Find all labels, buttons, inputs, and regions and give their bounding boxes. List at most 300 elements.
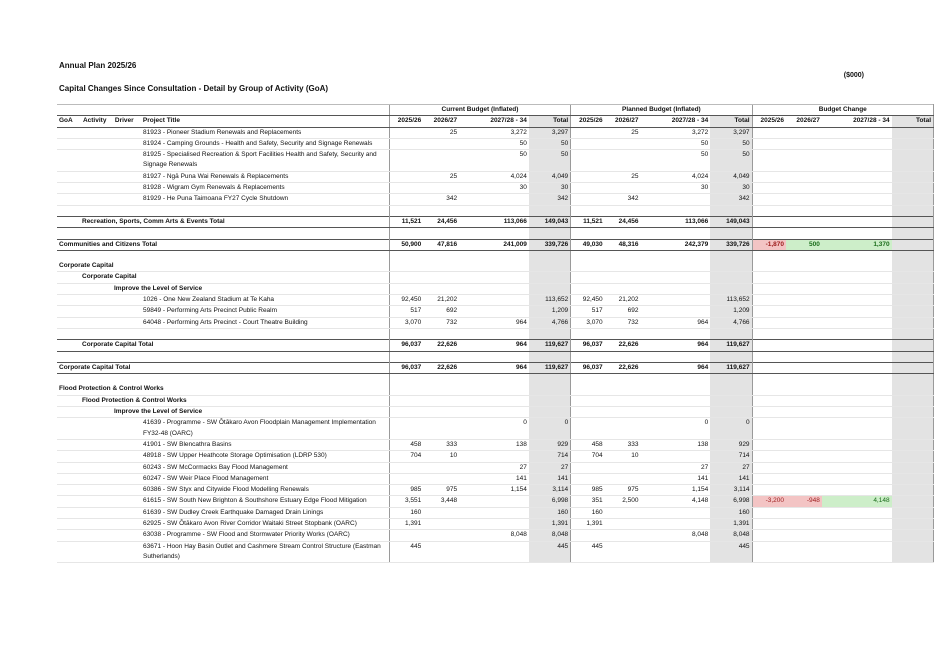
change-value-cell [892,530,934,541]
page-subtitle: Capital Changes Since Consultation - Detail by Group of Activity (GoA) [59,84,329,93]
table-row [57,485,934,496]
current-value-cell [389,462,423,473]
spacer-row [57,351,934,362]
spacer-row [57,328,934,339]
planned-value-cell [571,171,605,182]
planned-value-cell: 3,070 [571,317,605,328]
current-value-cell [459,507,529,518]
current-value-cell: 714 [529,451,571,462]
change-value-cell: 500 [786,239,822,250]
col-current-y2: 2026/27 [423,116,459,127]
change-value-cell [892,283,934,294]
current-value-cell: 27 [529,462,571,473]
change-value-cell [752,194,786,205]
planned-value-cell: 732 [605,317,641,328]
planned-value-cell: 342 [605,194,641,205]
change-value-cell [786,530,822,541]
current-value-cell [423,138,459,149]
current-value-cell: 96,037 [389,362,423,373]
change-value-cell [822,530,892,541]
change-value-cell [752,183,786,194]
change-value-cell [752,138,786,149]
project-title: 63038 - Programme - SW Flood and Stormwater Priority Works (OARC) [57,530,389,541]
change-value-cell [822,138,892,149]
planned-value-cell: 351 [571,496,605,507]
subtotal-label: Recreation, Sports, Comm Arts & Events Total [57,216,389,227]
change-value-cell [786,407,822,418]
planned-value-cell: 30 [641,183,711,194]
project-title: 64048 - Performing Arts Precinct - Court Theatre Building [57,317,389,328]
current-value-cell: 141 [459,473,529,484]
project-title: 1026 - One New Zealand Stadium at Te Kaha [57,295,389,306]
current-value-cell [459,541,529,563]
current-value-cell: 30 [459,183,529,194]
planned-value-cell [571,127,605,138]
change-value-cell [822,485,892,496]
current-value-cell [459,306,529,317]
project-title: 59849 - Performing Arts Precinct Public Realm [57,306,389,317]
change-value-cell [892,407,934,418]
current-value-cell [529,384,571,395]
change-value-cell [822,261,892,272]
planned-value-cell: 21,202 [605,295,641,306]
planned-value-cell: 964 [641,340,711,351]
planned-value-cell [605,507,641,518]
planned-value-cell [710,261,752,272]
planned-value-cell: 30 [710,183,752,194]
planned-value-cell: 113,066 [641,216,711,227]
current-value-cell: 445 [529,541,571,563]
planned-value-cell [641,283,711,294]
col-change-total: Total [892,116,934,127]
current-value-cell [389,194,423,205]
current-value-cell: 3,551 [389,496,423,507]
current-value-cell: 21,202 [423,295,459,306]
change-value-cell [822,418,892,440]
change-value-cell [892,340,934,351]
change-value-cell [822,462,892,473]
current-value-cell: 8,048 [529,530,571,541]
current-value-cell: 50,900 [389,239,423,250]
change-value-cell [892,317,934,328]
planned-value-cell: 113,652 [710,295,752,306]
table-row [57,127,934,138]
units-label: ($000) [843,72,864,79]
planned-value-cell [641,261,711,272]
spacer-row [57,205,934,216]
planned-value-cell [571,418,605,440]
change-value-cell [892,239,934,250]
change-value-cell [892,418,934,440]
section-heading-row [57,395,934,406]
current-value-cell [459,451,529,462]
current-value-cell: 22,626 [423,340,459,351]
planned-value-cell [571,473,605,484]
table-row [57,183,934,194]
planned-value-cell [641,541,711,563]
current-value-cell: 24,456 [423,216,459,227]
current-value-cell: 3,272 [459,127,529,138]
planned-value-cell [641,272,711,283]
planned-value-cell: 50 [710,138,752,149]
current-value-cell [459,395,529,406]
current-value-cell [423,462,459,473]
current-value-cell [423,261,459,272]
col-current-total: Total [529,116,571,127]
planned-value-cell: 964 [641,317,711,328]
planned-value-cell [571,384,605,395]
current-value-cell: 160 [389,507,423,518]
change-value-cell [752,283,786,294]
change-value-cell: 4,148 [822,496,892,507]
section-heading: Corporate Capital [57,261,389,272]
current-value-cell: 50 [459,150,529,172]
change-value-cell [822,340,892,351]
change-value-cell [752,418,786,440]
planned-value-cell [571,138,605,149]
planned-value-cell [571,194,605,205]
change-value-cell [752,306,786,317]
planned-value-cell: 714 [710,451,752,462]
change-value-cell [822,384,892,395]
change-value-cell [822,407,892,418]
planned-value-cell [641,395,711,406]
section-heading-row [57,407,934,418]
current-value-cell [389,150,423,172]
change-value-cell [822,272,892,283]
current-value-cell: 929 [529,439,571,450]
change-value-cell [752,451,786,462]
planned-value-cell [710,407,752,418]
current-value-cell [423,150,459,172]
planned-value-cell [605,462,641,473]
current-value-cell: 342 [529,194,571,205]
current-value-cell [423,407,459,418]
current-value-cell: 25 [423,171,459,182]
planned-value-cell: 1,154 [641,485,711,496]
subtotal-label: Corporate Capital Total [57,362,389,373]
spacer-row [57,374,934,385]
change-value-cell [892,138,934,149]
table-body [57,127,934,563]
change-value-cell [786,507,822,518]
col-current-y3: 2027/28 - 34 [459,116,529,127]
current-value-cell: 964 [459,340,529,351]
table-row [57,418,934,440]
change-value-cell [892,306,934,317]
change-value-cell [822,451,892,462]
current-value-cell: 1,154 [459,485,529,496]
planned-value-cell: 6,998 [710,496,752,507]
planned-value-cell [571,283,605,294]
planned-value-cell: 4,148 [641,496,711,507]
current-value-cell: 96,037 [389,340,423,351]
project-title: 63671 - Hoon Hay Basin Outlet and Cashmere Stream Control Structure (Eastman Sutherlands) [57,541,389,563]
header-spacer [57,105,389,116]
section-heading-row [57,283,934,294]
planned-value-cell: 96,037 [571,340,605,351]
current-value-cell [389,272,423,283]
planned-value-cell [605,261,641,272]
planned-value-cell: 8,048 [641,530,711,541]
table-row [57,295,934,306]
planned-value-cell: 692 [605,306,641,317]
project-title: 61615 - SW South New Brighton & Southshore Estuary Edge Flood Mitigation [57,496,389,507]
change-value-cell [752,541,786,563]
current-value-cell: 333 [423,439,459,450]
table-row [57,150,934,172]
current-value-cell: 732 [423,317,459,328]
planned-value-cell: 141 [710,473,752,484]
planned-value-cell: 929 [710,439,752,450]
planned-value-cell [605,395,641,406]
planned-value-cell: 458 [571,439,605,450]
change-value-cell [892,439,934,450]
planned-value-cell [571,407,605,418]
current-value-cell [459,261,529,272]
current-value-cell [423,283,459,294]
col-goa: GoA [57,116,81,127]
change-value-cell [822,473,892,484]
col-current-y1: 2025/26 [389,116,423,127]
change-value-cell [892,183,934,194]
planned-value-cell: 0 [641,418,711,440]
planned-value-cell: 3,297 [710,127,752,138]
change-value-cell [892,295,934,306]
section-heading: Flood Protection & Control Works [57,384,389,395]
planned-value-cell: 3,114 [710,485,752,496]
change-value-cell [752,272,786,283]
change-value-cell [892,194,934,205]
section-heading-row [57,261,934,272]
project-title: 81924 - Camping Grounds - Health and Safety, Security and Signage Renewals [57,138,389,149]
current-value-cell [389,183,423,194]
planned-value-cell: 149,043 [710,216,752,227]
change-value-cell [892,384,934,395]
change-value-cell [892,485,934,496]
current-value-cell [459,283,529,294]
planned-value-cell [571,395,605,406]
planned-value-cell: 50 [641,150,711,172]
table-row [57,507,934,518]
planned-value-cell: 8,048 [710,530,752,541]
planned-value-cell: 138 [641,439,711,450]
change-value-cell [822,194,892,205]
change-value-cell [786,439,822,450]
change-value-cell [892,496,934,507]
current-value-cell [389,407,423,418]
planned-value-cell [605,541,641,563]
current-value-cell [459,518,529,529]
change-value-cell [892,171,934,182]
planned-value-cell: 517 [571,306,605,317]
current-value-cell [423,518,459,529]
planned-value-cell [605,138,641,149]
current-value-cell [389,418,423,440]
planned-value-cell: 50 [641,138,711,149]
table-row [57,530,934,541]
spacer-row [57,250,934,261]
planned-value-cell [710,283,752,294]
planned-value-cell: 119,627 [710,362,752,373]
change-value-cell [786,362,822,373]
project-title: 60247 - SW Weir Place Flood Management [57,473,389,484]
current-value-cell: 3,297 [529,127,571,138]
change-value-cell [786,317,822,328]
project-title: 61639 - SW Dudley Creek Earthquake Damaged Drain Linings [57,507,389,518]
current-value-cell: 964 [459,362,529,373]
change-value-cell [892,127,934,138]
planned-value-cell: 160 [571,507,605,518]
planned-value-cell [605,283,641,294]
change-value-cell [786,216,822,227]
change-value-cell [786,171,822,182]
current-value-cell: 47,816 [423,239,459,250]
change-value-cell [822,395,892,406]
project-title: 81929 - He Puna Taimoana FY27 Cycle Shutdown [57,194,389,205]
current-value-cell: 3,070 [389,317,423,328]
current-value-cell [389,384,423,395]
current-value-cell [389,261,423,272]
current-value-cell [459,407,529,418]
current-value-cell: 0 [529,418,571,440]
change-value-cell [786,306,822,317]
table-row [57,473,934,484]
planned-value-cell: 0 [710,418,752,440]
change-value-cell [752,171,786,182]
current-value-cell [389,138,423,149]
planned-value-cell: 339,726 [710,239,752,250]
project-title: 60386 - SW Styx and Citywide Flood Modelling Renewals [57,485,389,496]
change-value-cell [752,384,786,395]
table-row [57,194,934,205]
project-title: 81927 - Ngā Puna Wai Renewals & Replacements [57,171,389,182]
change-value-cell [752,317,786,328]
current-value-cell [459,194,529,205]
section-heading-row [57,384,934,395]
change-value-cell [786,272,822,283]
change-value-cell [786,183,822,194]
current-value-cell [423,183,459,194]
change-value-cell [892,150,934,172]
change-value-cell [892,395,934,406]
subtotal-row [57,216,934,227]
planned-value-cell: 704 [571,451,605,462]
planned-value-cell [605,418,641,440]
planned-value-cell: 4,766 [710,317,752,328]
change-value-cell [752,362,786,373]
planned-value-cell: 22,626 [605,340,641,351]
current-value-cell: 141 [529,473,571,484]
current-value-cell: 113,066 [459,216,529,227]
planned-value-cell [571,261,605,272]
current-value-cell: 11,521 [389,216,423,227]
change-value-cell [786,340,822,351]
change-value-cell [786,127,822,138]
current-value-cell [389,283,423,294]
change-value-cell [786,451,822,462]
current-value-cell: 241,009 [459,239,529,250]
table-row [57,496,934,507]
subtotal-label: Corporate Capital Total [57,340,389,351]
change-value-cell: -1,870 [752,239,786,250]
current-value-cell [459,496,529,507]
planned-value-cell [710,272,752,283]
col-change-y1: 2025/26 [752,116,786,127]
col-planned-y1: 2025/26 [571,116,605,127]
change-value-cell [822,150,892,172]
planned-value-cell: 141 [641,473,711,484]
change-value-cell: -948 [786,496,822,507]
planned-value-cell [641,295,711,306]
change-value-cell [752,216,786,227]
current-value-cell [423,272,459,283]
planned-value-cell: 2,500 [605,496,641,507]
change-value-cell [752,439,786,450]
change-value-cell [822,127,892,138]
budget-table [57,104,934,563]
change-value-cell [786,194,822,205]
planned-value-cell [641,306,711,317]
budget-change-group: Budget Change [752,105,933,116]
planned-value-cell [641,507,711,518]
planned-value-cell: 25 [605,127,641,138]
planned-value-cell: 22,626 [605,362,641,373]
change-value-cell [752,485,786,496]
current-value-cell: 138 [459,439,529,450]
table-row [57,306,934,317]
change-value-cell [822,507,892,518]
planned-value-cell: 27 [641,462,711,473]
change-value-cell [822,541,892,563]
planned-value-cell: 1,391 [710,518,752,529]
current-value-cell: 119,627 [529,362,571,373]
project-title: 81923 - Pioneer Stadium Renewals and Replacements [57,127,389,138]
current-value-cell [529,395,571,406]
current-value-cell [529,261,571,272]
current-value-cell: 692 [423,306,459,317]
current-value-cell [423,530,459,541]
planned-value-cell: 10 [605,451,641,462]
change-value-cell [786,261,822,272]
planned-value-cell [605,272,641,283]
planned-value-cell [641,451,711,462]
change-value-cell [752,261,786,272]
table-row [57,138,934,149]
project-title: 62925 - SW Ōtākaro Avon River Corridor Waitaki Street Stopbank (OARC) [57,518,389,529]
planned-value-cell [571,272,605,283]
current-value-cell: 10 [423,451,459,462]
planned-value-cell: 160 [710,507,752,518]
current-value-cell: 1,391 [529,518,571,529]
change-value-cell [786,295,822,306]
project-title: 81928 - Wigram Gym Renewals & Replacements [57,183,389,194]
col-change-y2: 2026/27 [786,116,822,127]
current-value-cell [529,283,571,294]
current-value-cell [459,384,529,395]
change-value-cell [786,462,822,473]
current-value-cell: 975 [423,485,459,496]
planned-value-cell: 25 [605,171,641,182]
change-value-cell [822,183,892,194]
current-value-cell: 27 [459,462,529,473]
current-value-cell [529,272,571,283]
change-value-cell [786,150,822,172]
current-value-cell [459,272,529,283]
planned-value-cell [605,473,641,484]
planned-value-cell: 445 [571,541,605,563]
table-row [57,541,934,563]
